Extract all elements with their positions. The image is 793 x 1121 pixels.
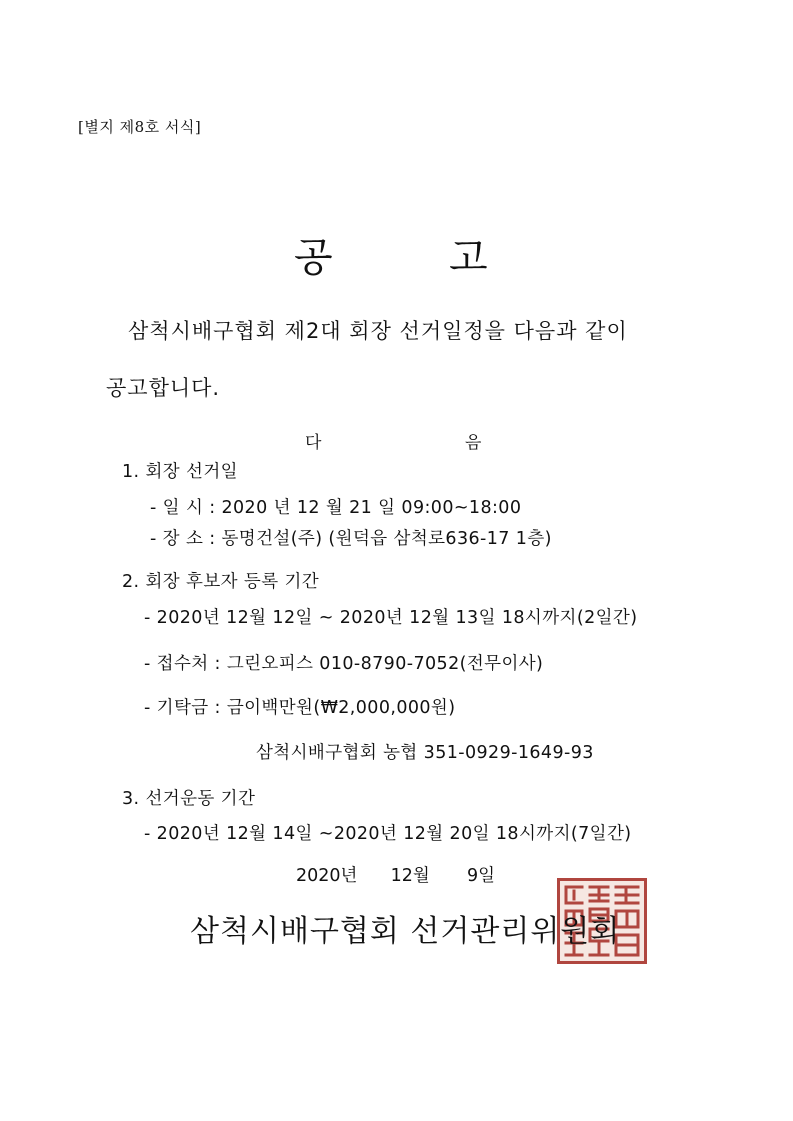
section-2-account: 삼척시배구협회 농협 351-0929-1649-93 <box>256 743 594 763</box>
heading-char-2: 음 <box>465 433 482 453</box>
section-2-period: - 2020년 12월 12일 ~ 2020년 12월 13일 18시까지(2일간) <box>144 608 638 628</box>
section-1-datetime: - 일 시 : 2020 년 12 월 21 일 09:00~18:00 <box>150 498 522 518</box>
intro-line-2: 공고합니다. <box>106 376 221 400</box>
section-2-reception: - 접수처 : 그린오피스 010-8790-7052(전무이사) <box>144 654 544 674</box>
section-2-title: 2. 회장 후보자 등록 기간 <box>122 572 320 592</box>
organization-name: 삼척시배구협회 선거관리위원회 <box>190 914 621 949</box>
heading-char-1: 다 <box>305 433 322 453</box>
section-1-place: - 장 소 : 동명건설(주) (원덕읍 삼척로636-17 1층) <box>150 529 552 549</box>
date-year: 2020년 <box>296 866 358 886</box>
date-day: 9일 <box>466 866 495 886</box>
section-3-title: 3. 선거운동 기간 <box>122 789 256 809</box>
title-char-1: 공 <box>294 235 333 281</box>
form-label: [별지 제8호 서식] <box>78 118 202 136</box>
section-3-period: - 2020년 12월 14일 ~2020년 12월 20일 18시까지(7일간) <box>144 824 632 844</box>
section-2-deposit: - 기탁금 : 금이백만원(₩2,000,000원) <box>144 698 456 718</box>
intro-line-1: 삼척시배구협회 제2대 회장 선거일정을 다음과 같이 <box>128 319 628 343</box>
section-1-title: 1. 회장 선거일 <box>122 462 238 482</box>
date-month: 12월 <box>390 866 430 886</box>
title-char-2: 고 <box>449 235 488 281</box>
notice-date <box>296 862 495 887</box>
